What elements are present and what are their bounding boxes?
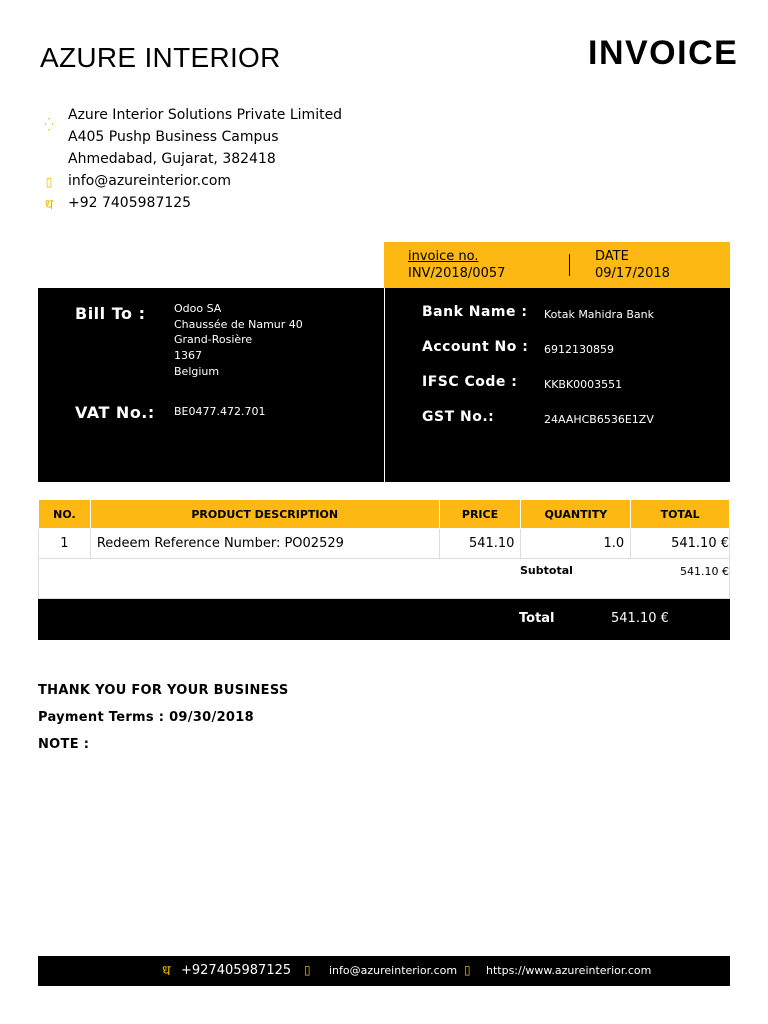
invoice-number-label: invoice no.	[408, 249, 479, 264]
bill-to-label: Bill To :	[75, 304, 146, 323]
footer-website[interactable]: https://www.azureinterior.com	[486, 964, 652, 977]
bill-to-city: Grand-Rosière	[174, 333, 253, 346]
subtotal-area	[38, 559, 730, 599]
vat-label: VAT No.:	[75, 403, 155, 422]
document-title: INVOICE	[588, 34, 739, 72]
total-label: Total	[519, 611, 555, 626]
bill-to-country: Belgium	[174, 365, 220, 378]
table-row	[39, 529, 730, 559]
bank-name-label: Bank Name :	[422, 304, 528, 320]
row-total: 541.10 €	[631, 529, 730, 559]
company-address-line1: A405 Pushp Business Campus	[68, 129, 279, 145]
row-quantity: 1.0	[521, 529, 631, 559]
column-header-description: PRODUCT DESCRIPTION	[90, 500, 439, 529]
bill-to-street: Chaussée de Namur 40	[174, 318, 303, 331]
invoice-date: 09/17/2018	[595, 266, 670, 281]
envelope-icon: ▯	[45, 175, 53, 189]
column-header-total: TOTAL	[631, 500, 730, 529]
table-header-row	[39, 500, 730, 529]
invoice-meta-divider	[569, 254, 570, 276]
row-description: Redeem Reference Number: PO02529	[90, 529, 439, 559]
bank-name: Kotak Mahidra Bank	[544, 308, 654, 321]
gst-number: 24AAHCB6536E1ZV	[544, 413, 654, 426]
gst-number-label: GST No.:	[422, 409, 495, 425]
account-number: 6912130859	[544, 343, 614, 356]
row-number: 1	[39, 529, 91, 559]
ifsc-code: KKBK0003551	[544, 378, 623, 391]
subtotal-label: Subtotal	[520, 564, 573, 577]
company-phone[interactable]: +92 7405987125	[68, 195, 192, 211]
note-label: NOTE :	[38, 737, 90, 752]
column-header-quantity: QUANTITY	[521, 500, 631, 529]
thank-you-note: THANK YOU FOR YOUR BUSINESS	[38, 683, 289, 698]
invoice-items-table	[38, 499, 730, 559]
bill-to-zip: 1367	[174, 349, 202, 362]
map-marker-icon: ⁛	[44, 118, 54, 132]
total-value: 541.10 €	[611, 611, 669, 626]
company-email[interactable]: info@azureinterior.com	[68, 173, 232, 189]
ifsc-code-label: IFSC Code :	[422, 374, 518, 390]
bill-to-name: Odoo SA	[174, 302, 222, 315]
company-legal-name: Azure Interior Solutions Private Limited	[68, 107, 343, 123]
phone-icon: ध	[44, 197, 54, 213]
column-header-no: NO.	[39, 500, 91, 529]
vat-number: BE0477.472.701	[174, 405, 266, 418]
invoice-date-label: DATE	[595, 249, 629, 264]
company-name: AZURE INTERIOR	[40, 42, 281, 73]
company-address-line2: Ahmedabad, Gujarat, 382418	[68, 151, 276, 167]
footer-phone[interactable]: +927405987125	[181, 963, 292, 978]
envelope-icon: ▯	[304, 963, 311, 977]
phone-icon: ध	[162, 963, 171, 979]
invoice-number: INV/2018/0057	[408, 266, 506, 281]
footer-email[interactable]: info@azureinterior.com	[329, 964, 458, 977]
account-number-label: Account No :	[422, 339, 529, 355]
column-header-price: PRICE	[439, 500, 521, 529]
subtotal-value: 541.10 €	[680, 565, 729, 578]
globe-icon: ▯	[464, 963, 471, 977]
payment-terms: Payment Terms : 09/30/2018	[38, 710, 254, 725]
row-price: 541.10	[439, 529, 521, 559]
